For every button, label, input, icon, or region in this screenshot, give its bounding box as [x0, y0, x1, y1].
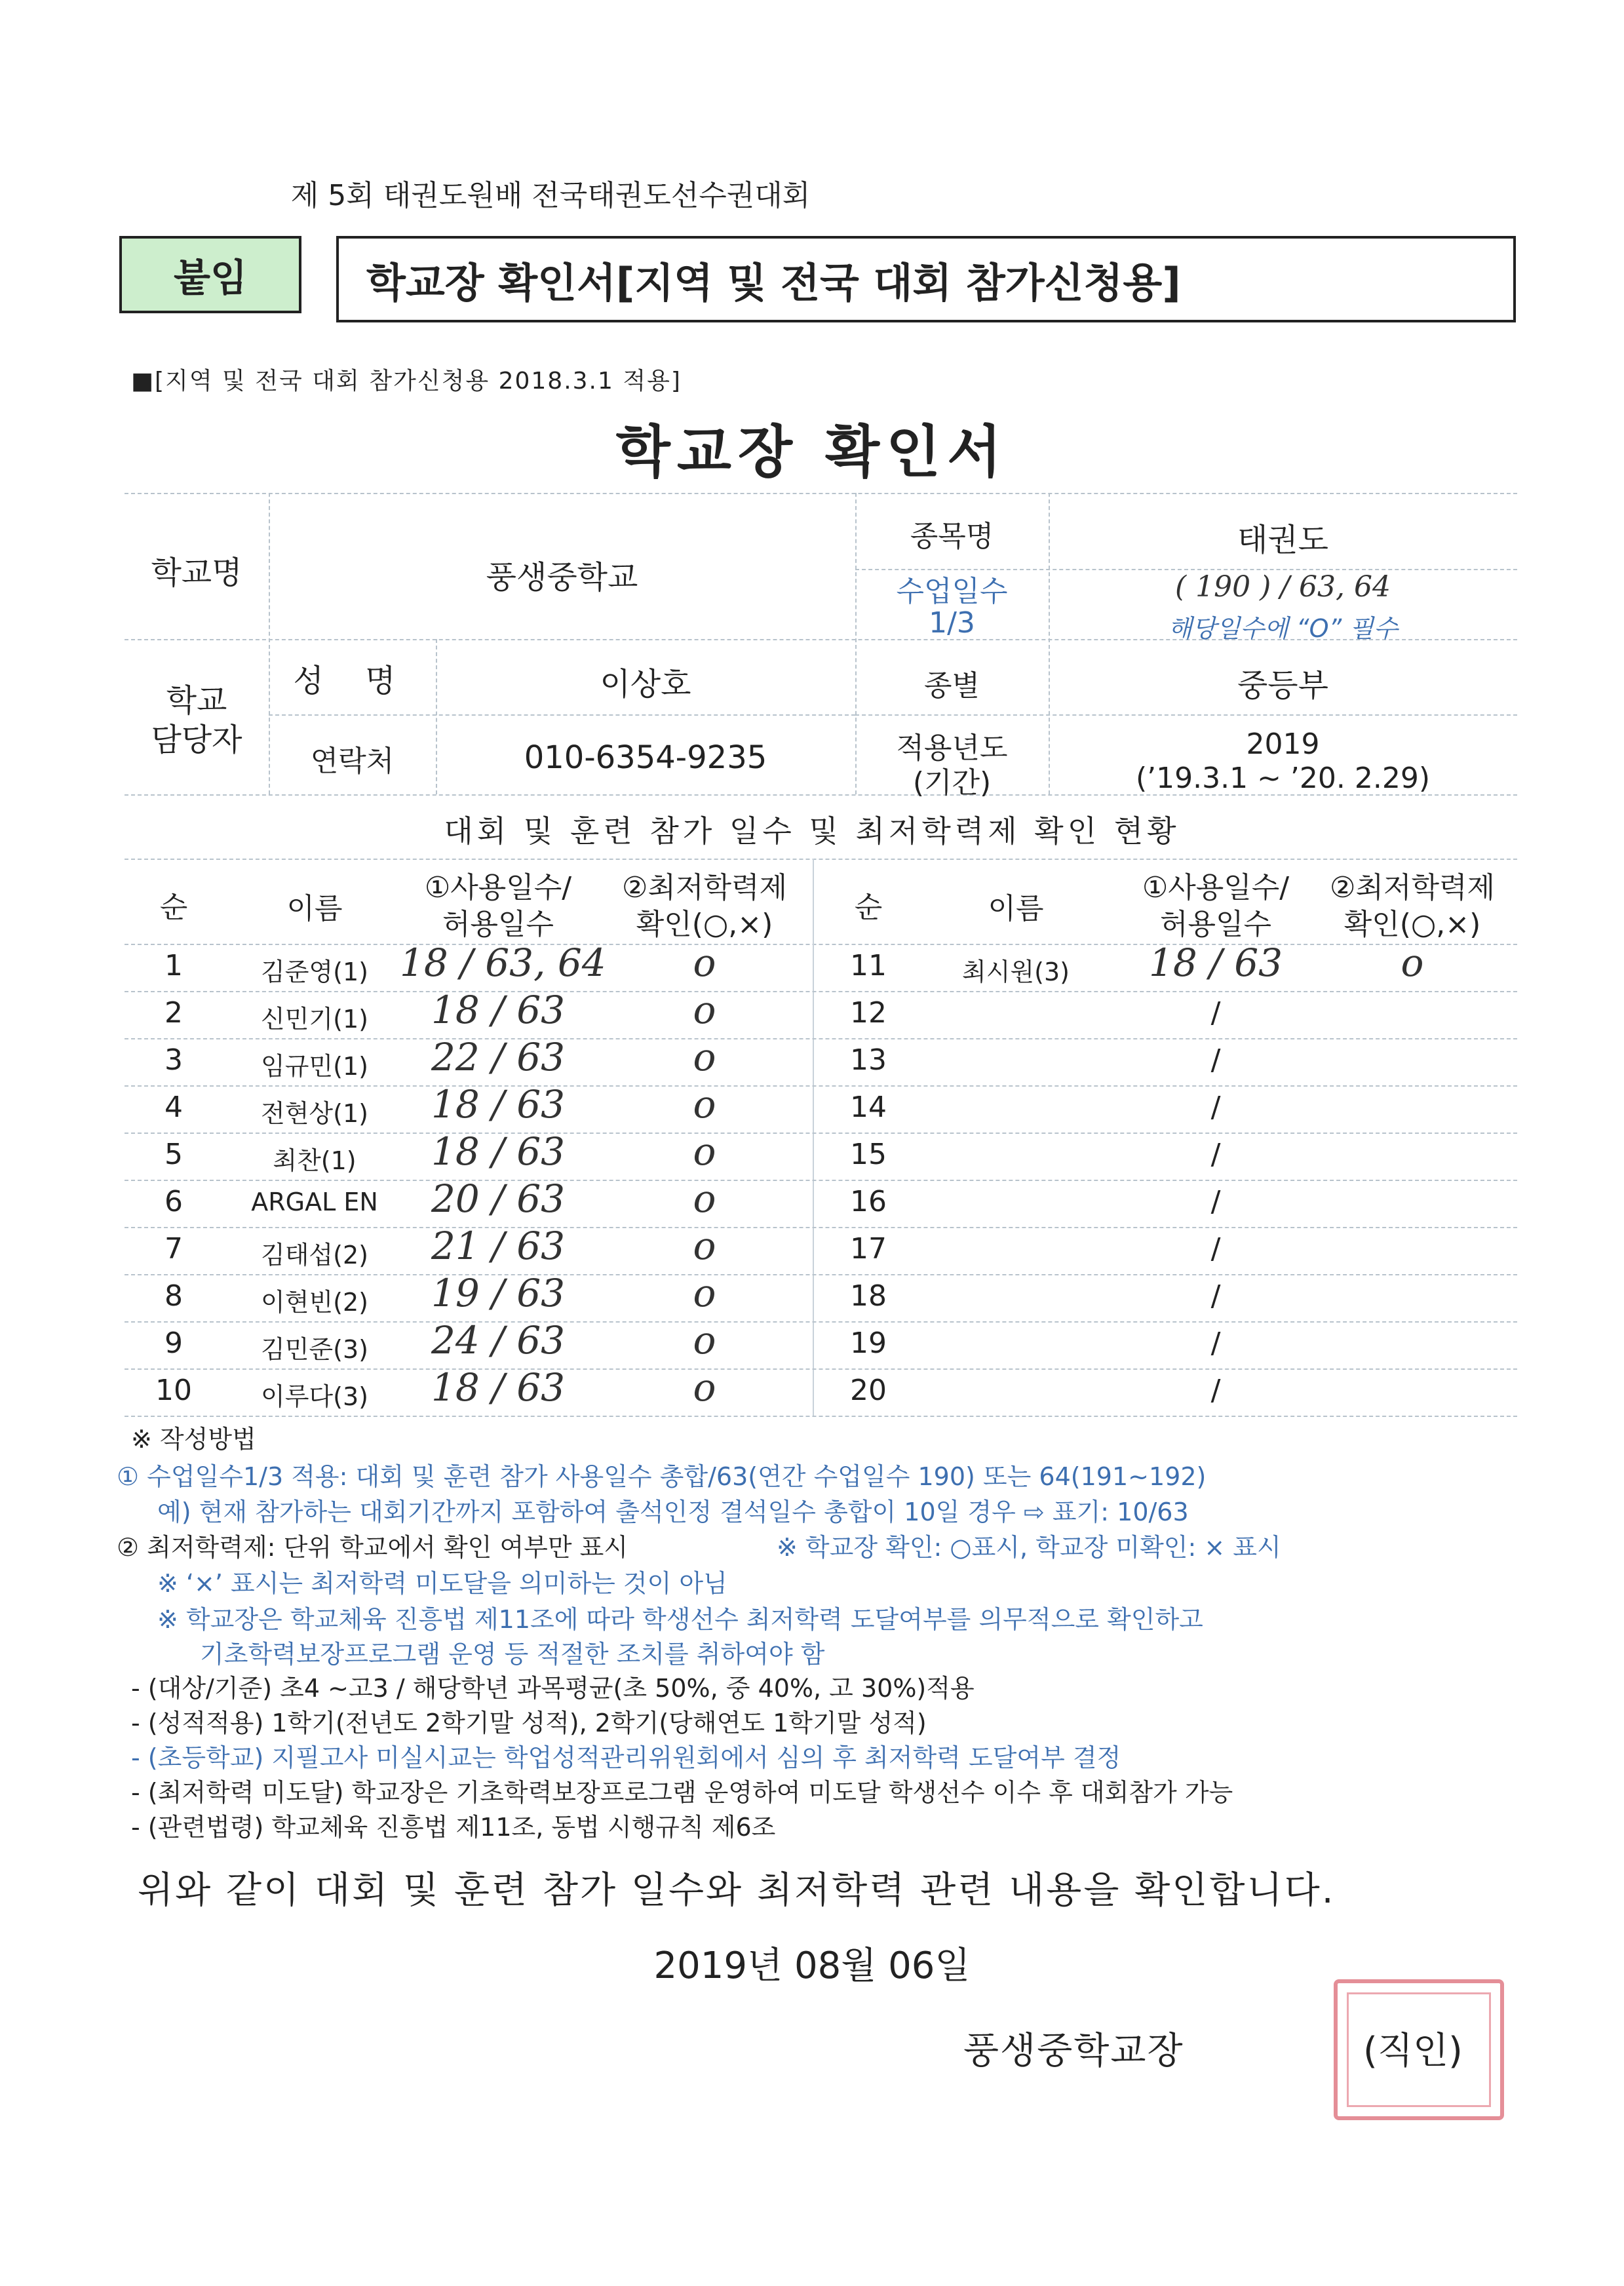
col-check-right-2: 확인(○,×) — [1344, 908, 1481, 941]
table-row-no: 18 — [850, 1279, 887, 1313]
table-row-check: o — [1401, 940, 1424, 985]
divider — [125, 1227, 1517, 1228]
table-row-no: 9 — [164, 1327, 183, 1360]
note-2b: ※ 학교장 확인: ○표시, 학교장 미확인: × 표시 — [777, 1533, 1281, 1562]
class-days-label: 수업일수 — [896, 575, 1008, 608]
table-row-name: 김태섭(2) — [261, 1241, 368, 1269]
divider — [125, 859, 1517, 860]
table-row-days: / — [1210, 1232, 1221, 1266]
col-check-left-2: 확인(○,×) — [636, 908, 773, 941]
table-row-no: 6 — [164, 1185, 183, 1218]
table-row-name: 김준영(1) — [261, 958, 368, 986]
division-label: 종별 — [923, 669, 980, 703]
divider — [125, 493, 1517, 494]
table-row-no: 15 — [850, 1138, 887, 1171]
table-row-no: 11 — [850, 949, 887, 982]
divider — [125, 1133, 1517, 1134]
header-title: 학교장 확인서[지역 및 전국 대회 참가신청용] — [336, 236, 1516, 322]
notes-heading: ※ 작성방법 — [131, 1425, 256, 1454]
col-days-left: ①사용일수/ — [424, 871, 572, 904]
note-1a: ① 수업일수1/3 적용: 대회 및 훈련 참가 사용일수 총합/63(연간 수업일수 190) 또는 64(191~192) — [117, 1462, 1207, 1491]
table-row-no: 12 — [850, 996, 887, 1030]
table-row-name: 신민기(1) — [261, 1005, 368, 1034]
note-3: ※ ‘×’ 표시는 최저학력 미도달을 의미하는 것이 아님 — [157, 1569, 727, 1598]
divider — [125, 1085, 1517, 1087]
detail-2: - (성적적용) 1학기(전년도 2학기말 성적), 2학기(당해연도 1학기말 성적) — [131, 1709, 927, 1737]
table-row-days: 18 / 63 — [431, 988, 566, 1032]
col-no-right: 순 — [854, 891, 883, 924]
table-row-days: / — [1210, 996, 1221, 1030]
detail-3: - (초등학교) 지필고사 미실시교는 학업성적관리위원회에서 심의 후 최저학력 도달여부 결정 — [131, 1743, 1121, 1772]
table-row-days: / — [1210, 1138, 1221, 1171]
table-row-name: 전현상(1) — [261, 1099, 368, 1128]
contact-value: 010-6354-9235 — [524, 739, 767, 776]
divider — [269, 714, 855, 716]
col-days-right: ①사용일수/ — [1142, 871, 1290, 904]
table-row-days: / — [1210, 1327, 1221, 1360]
class-days-fraction: 1/3 — [929, 606, 975, 640]
table-row-days: / — [1210, 1043, 1221, 1077]
divider — [125, 1180, 1517, 1181]
table-row-check: o — [693, 1224, 716, 1268]
table-row-days: 18 / 63 — [431, 1129, 566, 1174]
name-label: 성 명 — [293, 663, 412, 699]
table-row-no: 13 — [850, 1043, 887, 1077]
table-row-check: o — [693, 1176, 716, 1221]
divider — [125, 991, 1517, 992]
table-row-check: o — [693, 1365, 716, 1410]
divider — [125, 1274, 1517, 1275]
manager-label-2: 담당자 — [151, 722, 242, 758]
school-value: 풍생중학교 — [486, 559, 638, 596]
table-row-days: 22 / 63 — [431, 1035, 566, 1079]
table-row-name: 김민준(3) — [261, 1335, 368, 1364]
table-row-check: o — [693, 940, 716, 985]
col-name-left: 이름 — [286, 892, 343, 925]
divider — [125, 1368, 1517, 1370]
attachment-badge: 붙임 — [119, 236, 301, 313]
summary-title: 대회 및 훈련 참가 일수 및 최저학력제 확인 현황 — [444, 813, 1180, 849]
col-days-left-2: 허용일수 — [442, 908, 554, 941]
detail-1: - (대상/기준) 초4 ~고3 / 해당학년 과목평균(초 50%, 중 40%, 고 30%)적용 — [131, 1674, 975, 1703]
table-row-days: 18 / 63 — [431, 1082, 566, 1127]
table-row-days: 18 / 63 — [431, 1365, 566, 1410]
year-label-2: (기간) — [912, 766, 992, 800]
detail-4: - (최저학력 미도달) 학교장은 기초학력보장프로그램 운영하여 미도달 학생선수 이수 후 대회참가 가능 — [131, 1778, 1233, 1807]
note-2a: ② 최저학력제: 단위 학교에서 확인 여부만 표시 — [117, 1533, 628, 1562]
table-row-check: o — [693, 988, 716, 1032]
table-row-check: o — [693, 1082, 716, 1127]
table-row-no: 19 — [850, 1327, 887, 1360]
table-row-name: 이루다(3) — [261, 1382, 368, 1411]
col-check-right: ②최저학력제 — [1330, 871, 1495, 904]
manager-label: 학교 — [166, 682, 227, 719]
table-row-days: 24 / 63 — [431, 1318, 566, 1363]
class-days-note: 해당일수에 “O” 필수 — [1168, 614, 1398, 643]
table-row-name: 최찬(1) — [273, 1146, 357, 1175]
note-1b: 예) 현재 참가하는 대회기간까지 포함하여 출석인정 결석일수 총합이 10일 경우 ⇨ 표기: 10/63 — [157, 1498, 1189, 1526]
table-row-check: o — [693, 1035, 716, 1079]
table-row-no: 1 — [164, 949, 183, 982]
table-row-no: 2 — [164, 996, 183, 1030]
divider — [855, 714, 1517, 716]
table-row-days: 21 / 63 — [431, 1224, 566, 1268]
year-label: 적용년도 — [896, 731, 1008, 765]
sport-label: 종목명 — [910, 520, 994, 553]
col-days-right-2: 허용일수 — [1159, 908, 1271, 941]
contact-label: 연락처 — [310, 745, 395, 778]
table-row-no: 16 — [850, 1185, 887, 1218]
year-period: (’19.3.1 ~ ’20. 2.29) — [1135, 762, 1431, 795]
name-value: 이상호 — [600, 666, 691, 703]
table-row-check: o — [693, 1271, 716, 1315]
table-row-no: 3 — [164, 1043, 183, 1077]
division-value: 중등부 — [1237, 667, 1329, 704]
table-row-days: 20 / 63 — [431, 1176, 566, 1221]
table-row-days: / — [1210, 1091, 1221, 1124]
col-name-right: 이름 — [988, 892, 1044, 925]
table-row-name: 최시원(3) — [962, 958, 1070, 986]
table-row-days: 19 / 63 — [431, 1271, 566, 1315]
note-4b: 기초학력보장프로그램 운영 등 적절한 조치를 취하여야 함 — [200, 1640, 825, 1669]
seal-label: (직인) — [1363, 2030, 1463, 2072]
confirm-text: 위와 같이 대회 및 훈련 참가 일수와 최저학력 관련 내용을 확인합니다. — [138, 1869, 1336, 1912]
table-row-no: 10 — [155, 1374, 192, 1407]
main-title: 학교장 확인서 — [615, 419, 1009, 485]
table-row-check: o — [693, 1129, 716, 1174]
table-row-name: ARGAL EN — [251, 1188, 378, 1216]
table-row-no: 14 — [850, 1091, 887, 1124]
divider — [125, 1321, 1517, 1323]
table-row-no: 17 — [850, 1232, 887, 1266]
table-row-days: 18 / 63, 64 — [400, 940, 606, 985]
col-no-left: 순 — [159, 891, 188, 924]
issue-date: 2019년 08월 06일 — [653, 1945, 971, 1987]
table-row-no: 5 — [164, 1138, 183, 1171]
table-row-no: 4 — [164, 1091, 183, 1124]
class-days-value: ( 190 ) / 63, 64 — [1174, 570, 1391, 604]
principal-title: 풍생중학교장 — [963, 2030, 1184, 2072]
event-title: 제 5회 태권도원배 전국태권도선수권대회 — [290, 179, 811, 212]
table-row-check: o — [693, 1318, 716, 1363]
table-row-days: / — [1210, 1279, 1221, 1313]
year-value: 2019 — [1246, 727, 1320, 761]
col-check-left: ②최저학력제 — [622, 871, 787, 904]
table-row-no: 20 — [850, 1374, 887, 1407]
detail-5: - (관련법령) 학교체육 진흥법 제11조, 동법 시행규칙 제6조 — [131, 1813, 776, 1842]
table-row-days: / — [1210, 1374, 1221, 1407]
school-label: 학교명 — [151, 554, 242, 591]
table-row-no: 8 — [164, 1279, 183, 1313]
table-row-days: / — [1210, 1185, 1221, 1218]
table-row-days: 18 / 63 — [1148, 940, 1283, 985]
note-4a: ※ 학교장은 학교체육 진흥법 제11조에 따라 학생선수 최저학력 도달여부를 의무적으로 확인하고 — [157, 1605, 1203, 1634]
applies-note: ■[지역 및 전국 대회 참가신청용 2018.3.1 적용] — [131, 368, 682, 395]
divider — [125, 1038, 1517, 1039]
divider — [125, 1416, 1517, 1417]
table-row-no: 7 — [164, 1232, 183, 1266]
sport-value: 태권도 — [1237, 522, 1329, 558]
table-row-name: 임규민(1) — [261, 1052, 368, 1081]
table-row-name: 이현빈(2) — [261, 1288, 368, 1317]
